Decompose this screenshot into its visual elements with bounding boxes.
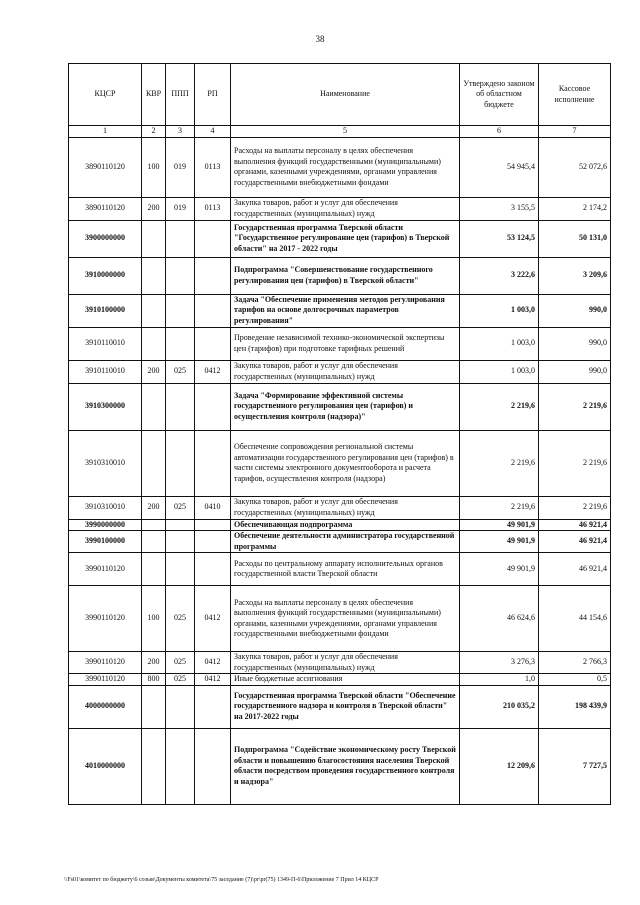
cell-ppp: [166, 294, 195, 327]
cell-rp: 0113: [195, 197, 231, 220]
cell-kvr: 200: [142, 652, 166, 674]
cell-executed: 2 219,6: [539, 383, 611, 430]
cell-rp: [195, 685, 231, 728]
column-index: 2: [142, 126, 166, 138]
cell-ppp: 025: [166, 360, 195, 383]
table-row: [69, 685, 611, 728]
cell-approved: 53 124,5: [460, 220, 539, 257]
cell-approved: 12 209,6: [460, 728, 539, 804]
table-row: [69, 360, 611, 383]
cell-kcsr: 3910100000: [69, 294, 142, 327]
cell-kvr: [142, 220, 166, 257]
cell-ppp: 025: [166, 674, 195, 686]
cell-ppp: 025: [166, 586, 195, 652]
cell-name: Закупка товаров, работ и услуг для обеспечения государственных (муниципальных) нужд: [231, 360, 460, 383]
cell-approved: 2 219,6: [460, 496, 539, 519]
cell-rp: [195, 383, 231, 430]
cell-kcsr: 3890110120: [69, 137, 142, 197]
cell-executed: 44 154,6: [539, 586, 611, 652]
column-index: 6: [460, 126, 539, 138]
cell-executed: 2 219,6: [539, 496, 611, 519]
cell-approved: 2 219,6: [460, 383, 539, 430]
cell-name: Закупка товаров, работ и услуг для обеспечения государственных (муниципальных) нужд: [231, 496, 460, 519]
header-kvr: КВР: [142, 64, 166, 126]
cell-approved: 2 219,6: [460, 430, 539, 496]
file-path-footer: \\Fs01\комитет по бюджету\6 созыв\Документы комитета\75 заседание (7)\pr\pr(75) 1349-П-6\Приложение 7 Прил 14 КЦСР: [64, 877, 379, 883]
cell-ppp: [166, 553, 195, 586]
cell-name: Проведение независимой технико-экономической экспертизы цен (тарифов) при подготовке тарифных решений: [231, 327, 460, 360]
cell-kcsr: 3910310010: [69, 496, 142, 519]
table-row: [69, 220, 611, 257]
cell-kcsr: 4010000000: [69, 728, 142, 804]
cell-executed: 52 072,6: [539, 137, 611, 197]
cell-executed: 2 174,2: [539, 197, 611, 220]
cell-kcsr: 3990110120: [69, 652, 142, 674]
cell-approved: 46 624,6: [460, 586, 539, 652]
cell-kcsr: 3990110120: [69, 586, 142, 652]
cell-kcsr: 3990110120: [69, 553, 142, 586]
cell-name: Обеспечение сопровождения региональной системы автоматизации государственного регулирования цен (тарифов) в части системы электронного документооборота и расчета тарифов, осуществления контроля (надзора): [231, 430, 460, 496]
page-number: 38: [315, 34, 325, 44]
cell-name: Закупка товаров, работ и услуг для обеспечения государственных (муниципальных) нужд: [231, 197, 460, 220]
cell-executed: 2 219,6: [539, 430, 611, 496]
cell-kcsr: 3910000000: [69, 257, 142, 294]
cell-ppp: 025: [166, 496, 195, 519]
table-row: [69, 496, 611, 519]
cell-executed: 50 131,0: [539, 220, 611, 257]
header-row: [69, 64, 611, 126]
cell-kcsr: 3910110010: [69, 360, 142, 383]
cell-ppp: [166, 519, 195, 531]
table-row: [69, 257, 611, 294]
cell-name: Иные бюджетные ассигнования: [231, 674, 460, 686]
cell-executed: 0,5: [539, 674, 611, 686]
cell-ppp: [166, 531, 195, 553]
cell-executed: 7 727,5: [539, 728, 611, 804]
cell-name: Обеспечивающая подпрограмма: [231, 519, 460, 531]
cell-rp: 0412: [195, 674, 231, 686]
cell-ppp: [166, 685, 195, 728]
cell-kcsr: 3910110010: [69, 327, 142, 360]
cell-approved: 49 901,9: [460, 553, 539, 586]
cell-kvr: [142, 728, 166, 804]
cell-kcsr: 3910300000: [69, 383, 142, 430]
cell-approved: 54 945,4: [460, 137, 539, 197]
cell-rp: [195, 294, 231, 327]
cell-kcsr: 3910310010: [69, 430, 142, 496]
cell-approved: 1 003,0: [460, 294, 539, 327]
column-index: 4: [195, 126, 231, 138]
cell-rp: [195, 553, 231, 586]
cell-name: Обеспечение деятельности администратора государственной программы: [231, 531, 460, 553]
cell-name: Государственная программа Тверской области "Обеспечение государственного надзора и контроля в Тверской области" на 2017-2022 годы: [231, 685, 460, 728]
cell-kvr: 100: [142, 586, 166, 652]
table-row: [69, 728, 611, 804]
cell-rp: [195, 519, 231, 531]
table-row: [69, 137, 611, 197]
column-index: 3: [166, 126, 195, 138]
cell-name: Подпрограмма "Совершенствование государственного регулирования цен (тарифов) в Тверской области": [231, 257, 460, 294]
cell-executed: 46 921,4: [539, 553, 611, 586]
cell-rp: [195, 728, 231, 804]
table-row: [69, 294, 611, 327]
table-row: [69, 531, 611, 553]
cell-approved: 3 155,5: [460, 197, 539, 220]
column-index: 5: [231, 126, 460, 138]
cell-executed: 46 921,4: [539, 519, 611, 531]
header-name: Наименование: [231, 64, 460, 126]
column-index: 1: [69, 126, 142, 138]
cell-rp: 0412: [195, 652, 231, 674]
header-approved: Утверждено законом об областном бюджете: [460, 64, 539, 126]
cell-kvr: [142, 327, 166, 360]
cell-name: Государственная программа Тверской области "Государственное регулирование цен (тарифов) в Тверской области" на 2017 - 2022 годы: [231, 220, 460, 257]
cell-rp: [195, 327, 231, 360]
cell-kcsr: 3900000000: [69, 220, 142, 257]
header-executed: Кассовое исполнение: [539, 64, 611, 126]
cell-executed: 2 766,3: [539, 652, 611, 674]
cell-kvr: [142, 553, 166, 586]
cell-kcsr: 4000000000: [69, 685, 142, 728]
cell-kvr: [142, 257, 166, 294]
cell-name: Задача "Формирование эффективной системы государственного регулирования цен (тарифов) и осуществления контроля (надзора)": [231, 383, 460, 430]
column-index: 7: [539, 126, 611, 138]
cell-ppp: [166, 383, 195, 430]
cell-kvr: [142, 294, 166, 327]
cell-executed: 990,0: [539, 360, 611, 383]
table-row: [69, 383, 611, 430]
table-row: [69, 430, 611, 496]
cell-rp: 0412: [195, 586, 231, 652]
cell-executed: 3 209,6: [539, 257, 611, 294]
cell-approved: 1 003,0: [460, 360, 539, 383]
table-row: [69, 519, 611, 531]
cell-approved: 1 003,0: [460, 327, 539, 360]
cell-rp: [195, 257, 231, 294]
header-rp: РП: [195, 64, 231, 126]
cell-executed: 46 921,4: [539, 531, 611, 553]
cell-rp: [195, 531, 231, 553]
cell-approved: 3 222,6: [460, 257, 539, 294]
cell-kvr: 200: [142, 360, 166, 383]
cell-kcsr: 3990110120: [69, 674, 142, 686]
cell-kvr: [142, 685, 166, 728]
cell-ppp: [166, 728, 195, 804]
cell-ppp: [166, 220, 195, 257]
table-row: [69, 674, 611, 686]
cell-approved: 49 901,9: [460, 531, 539, 553]
cell-rp: [195, 220, 231, 257]
column-index-row: [69, 126, 611, 138]
cell-name: Подпрограмма "Содействие экономическому росту Тверской области и повышению благосостояния населения Тверской области посредством проведения государственного контроля и надзора": [231, 728, 460, 804]
cell-kvr: 200: [142, 197, 166, 220]
cell-name: Расходы на выплаты персоналу в целях обеспечения выполнения функций государственными (муниципальными) органами, казенными учреждениями, органами управления государственными внебюджетными фондами: [231, 586, 460, 652]
cell-rp: [195, 430, 231, 496]
cell-rp: 0113: [195, 137, 231, 197]
cell-kvr: 200: [142, 496, 166, 519]
table-row: [69, 652, 611, 674]
cell-ppp: [166, 257, 195, 294]
cell-kvr: [142, 383, 166, 430]
cell-approved: 210 035,2: [460, 685, 539, 728]
cell-kcsr: 3990100000: [69, 531, 142, 553]
cell-ppp: 019: [166, 197, 195, 220]
cell-approved: 1,0: [460, 674, 539, 686]
cell-executed: 990,0: [539, 294, 611, 327]
cell-rp: 0412: [195, 360, 231, 383]
cell-kcsr: 3890110120: [69, 197, 142, 220]
cell-name: Расходы на выплаты персоналу в целях обеспечения выполнения функций государственными (муниципальными) органами, казенными учреждениями, органами управления государственными внебюджетными фондами: [231, 137, 460, 197]
cell-kvr: [142, 531, 166, 553]
table-row: [69, 553, 611, 586]
cell-kvr: [142, 430, 166, 496]
cell-approved: 3 276,3: [460, 652, 539, 674]
cell-ppp: 019: [166, 137, 195, 197]
cell-executed: 198 439,9: [539, 685, 611, 728]
cell-ppp: [166, 327, 195, 360]
cell-ppp: [166, 430, 195, 496]
table-row: [69, 586, 611, 652]
cell-kvr: 100: [142, 137, 166, 197]
cell-kcsr: 3990000000: [69, 519, 142, 531]
cell-name: Задача "Обеспечение применения методов регулирования тарифов на основе долгосрочных параметров регулирования": [231, 294, 460, 327]
cell-rp: 0410: [195, 496, 231, 519]
cell-name: Закупка товаров, работ и услуг для обеспечения государственных (муниципальных) нужд: [231, 652, 460, 674]
cell-ppp: 025: [166, 652, 195, 674]
cell-executed: 990,0: [539, 327, 611, 360]
table-row: [69, 197, 611, 220]
cell-approved: 49 901,9: [460, 519, 539, 531]
table-row: [69, 327, 611, 360]
budget-table: [68, 63, 611, 805]
cell-kvr: 800: [142, 674, 166, 686]
header-ppp: ППП: [166, 64, 195, 126]
header-kcsr: КЦСР: [69, 64, 142, 126]
cell-kvr: [142, 519, 166, 531]
cell-name: Расходы по центральному аппарату исполнительных органов государственной власти Тверской области: [231, 553, 460, 586]
